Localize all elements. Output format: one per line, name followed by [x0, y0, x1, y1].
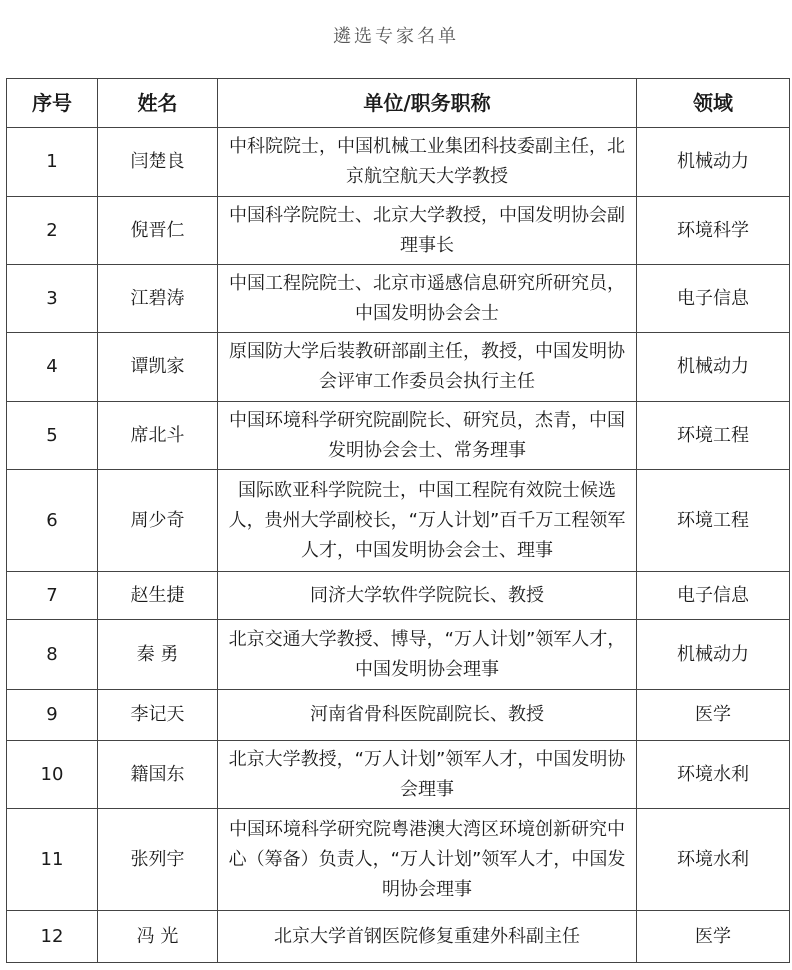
- cell-no: 12: [7, 911, 98, 963]
- cell-field: 机械动力: [637, 128, 790, 197]
- cell-no: 7: [7, 572, 98, 620]
- cell-title: 中国环境科学研究院副院长、研究员，杰青，中国发明协会会士、常务理事: [218, 402, 637, 470]
- cell-title: 中国环境科学研究院粤港澳大湾区环境创新研究中心（筹备）负责人，“万人计划”领军人才，中国发明协会理事: [218, 809, 637, 911]
- cell-title: 北京交通大学教授、博导，“万人计划”领军人才，中国发明协会理事: [218, 620, 637, 690]
- table-row: [7, 620, 790, 690]
- cell-title: 北京大学首钢医院修复重建外科副主任: [218, 911, 637, 963]
- cell-title: 国际欧亚科学院院士，中国工程院有效院士候选人，贵州大学副校长，“万人计划”百千万工程领军人才，中国发明协会会士、理事: [218, 470, 637, 572]
- cell-name: 周少奇: [98, 470, 218, 572]
- table-row: [7, 128, 790, 197]
- cell-title: 中国科学院院士、北京大学教授，中国发明协会副理事长: [218, 197, 637, 265]
- header-name: 姓名: [98, 79, 218, 128]
- cell-field: 环境工程: [637, 470, 790, 572]
- header-no: 序号: [7, 79, 98, 128]
- cell-name: 秦 勇: [98, 620, 218, 690]
- cell-name: 赵生捷: [98, 572, 218, 620]
- cell-field: 环境工程: [637, 402, 790, 470]
- cell-field: 电子信息: [637, 265, 790, 333]
- table-row: [7, 333, 790, 402]
- table-row: [7, 911, 790, 963]
- table-row: [7, 809, 790, 911]
- table-row: [7, 741, 790, 809]
- header-field: 领域: [637, 79, 790, 128]
- cell-title: 原国防大学后装教研部副主任，教授，中国发明协会评审工作委员会执行主任: [218, 333, 637, 402]
- table-row: [7, 690, 790, 741]
- cell-no: 10: [7, 741, 98, 809]
- cell-name: 闫楚良: [98, 128, 218, 197]
- cell-title: 河南省骨科医院副院长、教授: [218, 690, 637, 741]
- cell-field: 医学: [637, 911, 790, 963]
- cell-name: 李记天: [98, 690, 218, 741]
- cell-name: 谭凯家: [98, 333, 218, 402]
- header-title: 单位/职务职称: [218, 79, 637, 128]
- cell-no: 9: [7, 690, 98, 741]
- cell-name: 江碧涛: [98, 265, 218, 333]
- cell-no: 4: [7, 333, 98, 402]
- table-row: [7, 572, 790, 620]
- cell-name: 席北斗: [98, 402, 218, 470]
- cell-no: 5: [7, 402, 98, 470]
- page-title: 遴选专家名单: [333, 26, 459, 47]
- cell-field: 医学: [637, 690, 790, 741]
- cell-title: 北京大学教授，“万人计划”领军人才，中国发明协会理事: [218, 741, 637, 809]
- cell-name: 冯 光: [98, 911, 218, 963]
- cell-field: 电子信息: [637, 572, 790, 620]
- cell-title: 中国工程院院士、北京市遥感信息研究所研究员，中国发明协会会士: [218, 265, 637, 333]
- cell-title: 同济大学软件学院院长、教授: [218, 572, 637, 620]
- cell-field: 机械动力: [637, 620, 790, 690]
- cell-name: 倪晋仁: [98, 197, 218, 265]
- table-row: [7, 197, 790, 265]
- cell-no: 11: [7, 809, 98, 911]
- table-row: [7, 265, 790, 333]
- cell-no: 1: [7, 128, 98, 197]
- cell-no: 8: [7, 620, 98, 690]
- table-header-row: [7, 79, 790, 128]
- cell-field: 环境水利: [637, 809, 790, 911]
- table-row: [7, 402, 790, 470]
- cell-no: 3: [7, 265, 98, 333]
- cell-no: 2: [7, 197, 98, 265]
- cell-name: 籍国东: [98, 741, 218, 809]
- cell-title: 中科院院士，中国机械工业集团科技委副主任，北京航空航天大学教授: [218, 128, 637, 197]
- cell-field: 环境水利: [637, 741, 790, 809]
- cell-field: 环境科学: [637, 197, 790, 265]
- cell-name: 张列宇: [98, 809, 218, 911]
- table-row: [7, 470, 790, 572]
- expert-table: [6, 78, 790, 963]
- cell-field: 机械动力: [637, 333, 790, 402]
- cell-no: 6: [7, 470, 98, 572]
